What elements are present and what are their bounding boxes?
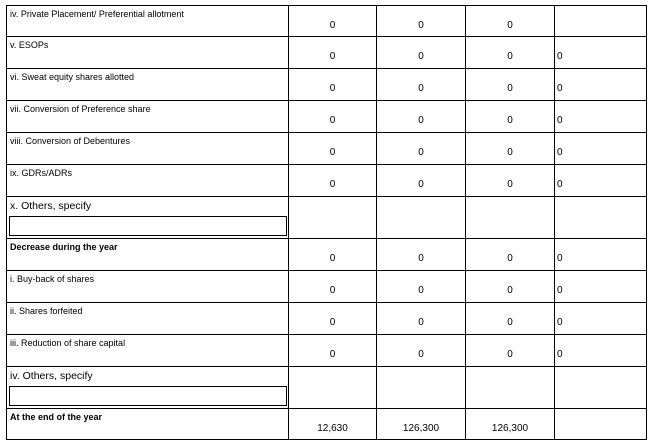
value-cell-col4: 0: [555, 271, 647, 303]
share-capital-table: [6, 5, 647, 440]
row-label: v. ESOPs: [10, 40, 49, 50]
row-label-cell: [7, 133, 289, 165]
value-cell-col3: 0: [466, 303, 555, 335]
value-cell-col4: 0: [555, 303, 647, 335]
value-cell-col2: 0: [377, 101, 466, 133]
value-cell-col1: 0: [289, 6, 377, 37]
value-cell-col2: 0: [377, 37, 466, 69]
value-cell-col3: 0: [466, 165, 555, 197]
table-row: [7, 165, 647, 197]
value-cell-col4: [555, 197, 647, 239]
table-body: [7, 6, 647, 440]
value-cell-col4: [555, 409, 647, 440]
value-cell-col3: 0: [466, 37, 555, 69]
value-cell-col4: 0: [555, 69, 647, 101]
value-cell-col4: 0: [555, 239, 647, 271]
value-cell-col4: [555, 367, 647, 409]
table-row: [7, 101, 647, 133]
row-label: i. Buy-back of shares: [10, 274, 95, 284]
row-label: ii. Shares forfeited: [10, 306, 83, 316]
value-cell-col2: 0: [377, 271, 466, 303]
row-label: x. Others, specify: [10, 200, 92, 212]
row-label: viii. Conversion of Debentures: [10, 136, 131, 146]
value-cell-col1: 0: [289, 101, 377, 133]
row-label-cell: [7, 409, 289, 440]
row-label-cell: [7, 367, 289, 409]
value-cell-col3: 0: [466, 133, 555, 165]
share-capital-table-container: [6, 5, 646, 440]
row-label-cell: [7, 271, 289, 303]
value-cell-col1: 0: [289, 303, 377, 335]
row-label-cell: [7, 69, 289, 101]
table-row: [7, 37, 647, 69]
value-cell-col3: [466, 367, 555, 409]
value-cell-col1: 12,630: [289, 409, 377, 440]
value-cell-col4: 0: [555, 37, 647, 69]
value-cell-col4: 0: [555, 165, 647, 197]
table-row: [7, 6, 647, 37]
table-row: [7, 367, 647, 409]
row-label-cell: [7, 6, 289, 37]
row-label-cell: [7, 165, 289, 197]
table-row: [7, 197, 647, 239]
table-row: [7, 69, 647, 101]
others-specify-input[interactable]: [9, 386, 287, 406]
row-label: iv. Private Placement/ Preferential allotment: [10, 9, 184, 19]
value-cell-col2: 0: [377, 303, 466, 335]
row-label-cell: [7, 239, 289, 271]
value-cell-col2: 0: [377, 165, 466, 197]
value-cell-col1: 0: [289, 335, 377, 367]
value-cell-col2: 0: [377, 133, 466, 165]
value-cell-col1: [289, 197, 377, 239]
value-cell-col2: 126,300: [377, 409, 466, 440]
row-label: ix. GDRs/ADRs: [10, 168, 73, 178]
value-cell-col2: 0: [377, 69, 466, 101]
value-cell-col4: 0: [555, 335, 647, 367]
row-label-cell: [7, 101, 289, 133]
value-cell-col3: 0: [466, 6, 555, 37]
table-row: [7, 303, 647, 335]
value-cell-col1: 0: [289, 133, 377, 165]
row-label: At the end of the year: [10, 412, 103, 422]
row-label-cell: [7, 335, 289, 367]
table-row: [7, 133, 647, 165]
row-label-cell: [7, 197, 289, 239]
value-cell-col2: 0: [377, 239, 466, 271]
row-label-cell: [7, 303, 289, 335]
value-cell-col1: 0: [289, 271, 377, 303]
row-label: vi. Sweat equity shares allotted: [10, 72, 135, 82]
value-cell-col2: 0: [377, 6, 466, 37]
row-label: iii. Reduction of share capital: [10, 338, 126, 348]
value-cell-col3: 0: [466, 101, 555, 133]
value-cell-col2: 0: [377, 335, 466, 367]
value-cell-col1: [289, 367, 377, 409]
value-cell-col2: [377, 197, 466, 239]
value-cell-col4: 0: [555, 101, 647, 133]
table-row: [7, 335, 647, 367]
table-row: [7, 409, 647, 440]
row-label-cell: [7, 37, 289, 69]
value-cell-col4: [555, 6, 647, 37]
value-cell-col1: 0: [289, 165, 377, 197]
table-row: [7, 239, 647, 271]
row-label: Decrease during the year: [10, 242, 118, 252]
value-cell-col3: [466, 197, 555, 239]
others-specify-input[interactable]: [9, 216, 287, 236]
value-cell-col3: 0: [466, 335, 555, 367]
value-cell-col3: 0: [466, 69, 555, 101]
table-row: [7, 271, 647, 303]
value-cell-col3: 0: [466, 271, 555, 303]
row-label: vii. Conversion of Preference share: [10, 104, 151, 114]
value-cell-col1: 0: [289, 69, 377, 101]
value-cell-col1: 0: [289, 239, 377, 271]
value-cell-col4: 0: [555, 133, 647, 165]
value-cell-col2: [377, 367, 466, 409]
row-label: iv. Others, specify: [10, 370, 93, 382]
value-cell-col3: 126,300: [466, 409, 555, 440]
value-cell-col1: 0: [289, 37, 377, 69]
value-cell-col3: 0: [466, 239, 555, 271]
